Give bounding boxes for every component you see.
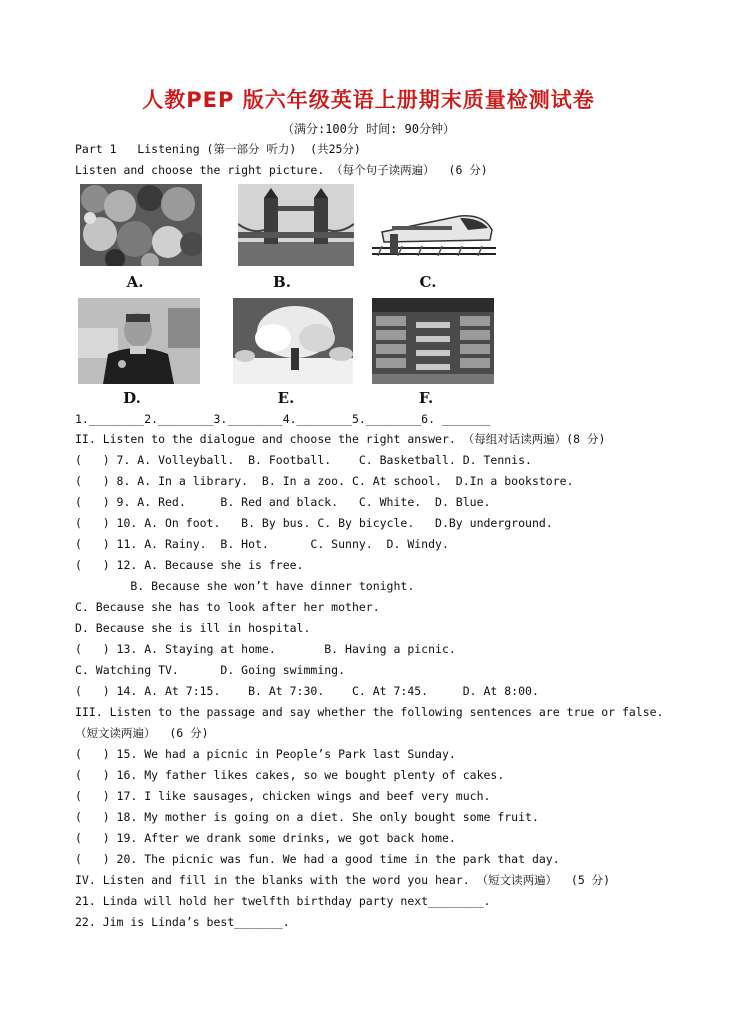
question-line: ( ) 15. We had a picnic in People’s Park last Sunday.	[75, 747, 456, 761]
question-line: C. Watching TV. D. Going swimming.	[75, 663, 346, 677]
vegetables-image	[80, 184, 202, 266]
part1-heading: Part 1 Listening (第一部分 听力) (共25分)	[75, 142, 361, 156]
question-line: ( ) 16. My father likes cakes, so we bought plenty of cakes.	[75, 768, 505, 782]
question-line: ( ) 9. A. Red. B. Red and black. C. White. D. Blue.	[75, 495, 491, 509]
snowy-tree-image	[233, 298, 353, 384]
exam-title: 人教PEP 版六年级英语上册期末质量检测试卷	[142, 88, 595, 112]
question-line: ( ) 13. A. Staying at home. B. Having a picnic.	[75, 642, 456, 656]
question-line: ( ) 12. A. Because she is free.	[75, 558, 304, 572]
question-line: ( ) 14. A. At 7:15. B. At 7:30. C. At 7:45. D. At 8:00.	[75, 684, 539, 698]
question-line: D. Because she is ill in hospital.	[75, 621, 311, 635]
exam-subtitle: （满分:100分 时间: 90分钟）	[281, 122, 456, 136]
answer-blanks: 1.________2.________3.________4.________5.________6. _______	[75, 412, 491, 426]
question-line: B. Because she won’t have dinner tonight.	[75, 579, 415, 593]
picture-label-f: F.	[418, 389, 434, 407]
section3-heading: III. Listen to the passage and say whether the following sentences are true or false.	[75, 705, 664, 719]
high-speed-train-image	[372, 196, 496, 260]
tower-bridge-image	[238, 184, 354, 266]
section1-instruction: Listen and choose the right picture. （每个句子读两遍） (6 分)	[75, 163, 488, 177]
picture-label-a: A.	[126, 273, 144, 291]
picture-label-e: E.	[277, 389, 295, 407]
question-line: ( ) 20. The picnic was fun. We had a good time in the park that day.	[75, 852, 560, 866]
question-line: ( ) 11. A. Rainy. B. Hot. C. Sunny. D. Windy.	[75, 537, 449, 551]
section3-note: （短文读两遍） (6 分)	[75, 726, 209, 740]
supermarket-image	[372, 298, 494, 384]
question-line: 21. Linda will hold her twelfth birthday party next________.	[75, 894, 491, 908]
picture-label-b: B.	[273, 273, 291, 291]
section4-heading: IV. Listen and fill in the blanks with the word you hear. （短文读两遍） (5 分)	[75, 873, 611, 887]
picture-label-c: C.	[419, 273, 437, 291]
question-line: C. Because she has to look after her mother.	[75, 600, 380, 614]
question-line: ( ) 7. A. Volleyball. B. Football. C. Basketball. D. Tennis.	[75, 453, 532, 467]
question-line: ( ) 8. A. In a library. B. In a zoo. C. At school. D.In a bookstore.	[75, 474, 574, 488]
question-line: ( ) 10. A. On foot. B. By bus. C. By bicycle. D.By underground.	[75, 516, 553, 530]
question-line: ( ) 18. My mother is going on a diet. She only bought some fruit.	[75, 810, 539, 824]
policeman-image	[78, 298, 200, 384]
picture-label-d: D.	[123, 389, 141, 407]
question-line: ( ) 19. After we drank some drinks, we got back home.	[75, 831, 456, 845]
section2-heading: II. Listen to the dialogue and choose the right answer. （每组对话读两遍）(8 分)	[75, 432, 606, 446]
question-line: 22. Jim is Linda’s best_______.	[75, 915, 290, 929]
question-line: ( ) 17. I like sausages, chicken wings and beef very much.	[75, 789, 491, 803]
